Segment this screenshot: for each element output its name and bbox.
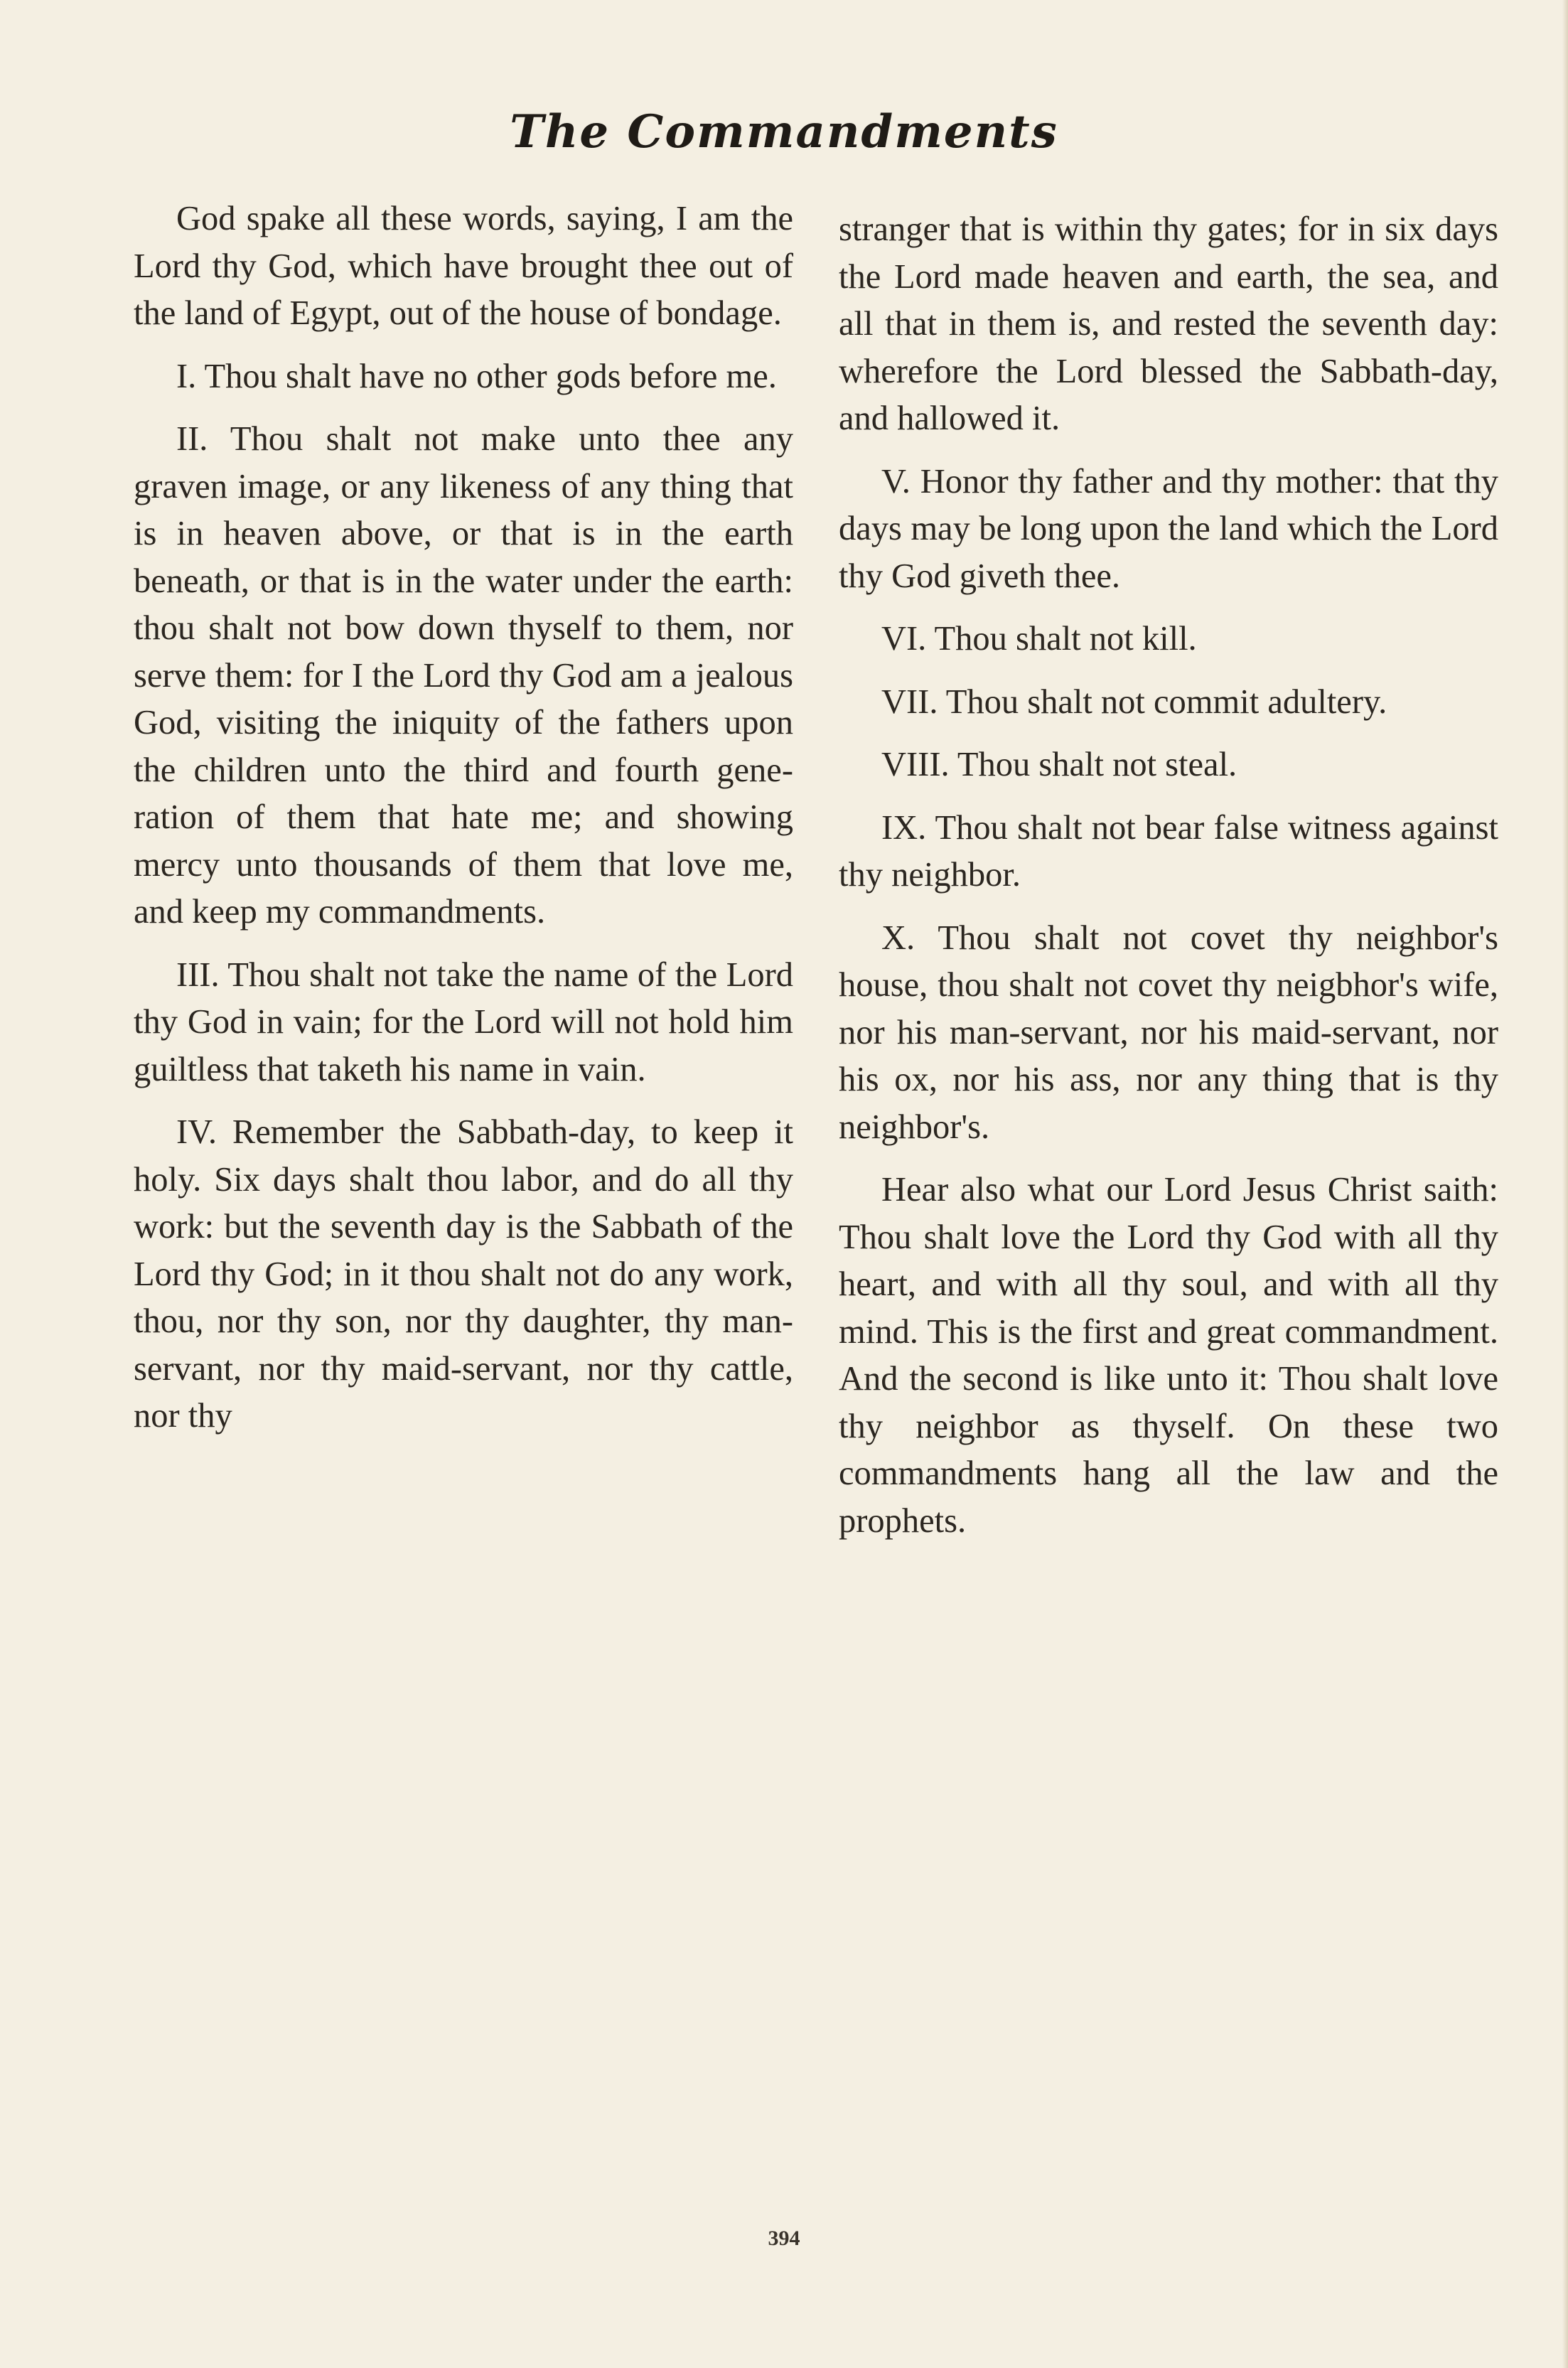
left-column [134, 195, 793, 1456]
commandment-1: I. Thou shalt have no other gods before me. [176, 357, 777, 395]
commandment-2: II. Thou shalt not make unto thee any graven image, or any likeness of any thing that is in heaven above, or that is in the earth beneath, or that is in the water under the earth: thou shalt not bow down thyself to them, nor serve them: for I the Lord thy God am a jealous God, visiting the iniquity of the fathers upon the children unto the third and fourth generation of them that hate me; and showing mercy unto thousands of them that love me, and keep my commandments. [134, 420, 793, 931]
commandment-8: VIII. Thou shalt not steal. [881, 746, 1237, 783]
commandment-6: VI. Thou shalt not kill. [881, 620, 1197, 658]
commandment-10: X. Thou shalt not covet thy neighbor's house, thou shalt not covet thy neigbhor's wife, nor his man-servant, nor his maid-servant, nor his ox, nor his ass, nor any thing that is thy neighbor's. [839, 918, 1498, 1146]
right-column [839, 206, 1498, 1560]
page-edge [1562, 0, 1568, 2368]
commandment-4-part-1: IV. Remember the Sabbath-day, to keep it holy. Six days shalt thou labor, and do all thy work: but the seventh day is the Sabbath of the Lord thy God; in it thou shalt not do any work, thou, nor thy son, nor thy daughter, thy man-servant, nor thy maid-servant, nor thy cattle, nor thy [134, 1113, 793, 1435]
commandment-3: III. Thou shalt not take the name of the Lord thy God in vain; for the Lord will not hold him guiltless that taketh his name in vain. [134, 955, 793, 1088]
preamble-paragraph: God spake all these words, saying, I am the Lord thy God, which have brought thee out of the land of Egypt, out of the house of bondage. [134, 200, 793, 332]
page-title: The Commandments [510, 105, 1058, 159]
commandment-9: IX. Thou shalt not bear false witness against thy neighbor. [839, 808, 1498, 894]
commandment-4-part-2: stranger that is within thy gates; for in six days the Lord made heaven and earth, the sea, and all that in them is, and rested the seventh day: wherefore the Lord blessed the Sabbath-day, and hallowed it. [839, 210, 1498, 437]
commandment-7: VII. Thou shalt not commit adultery. [881, 682, 1387, 721]
page-number: 394 [768, 2227, 800, 2250]
commandment-5: V. Honor thy father and thy mother: that thy days may be long upon the land which the Lord thy God giveth thee. [839, 462, 1498, 595]
great-commandment-paragraph: Hear also what our Lord Jesus Christ saith: Thou shalt love the Lord thy God with all thy heart, and with all thy soul, and with all thy mind. This is the first and great commandment. And the second is like unto it: Thou shalt love thy neighbor as thyself. On these two commandments hang all the law and the prophets. [839, 1171, 1498, 1540]
